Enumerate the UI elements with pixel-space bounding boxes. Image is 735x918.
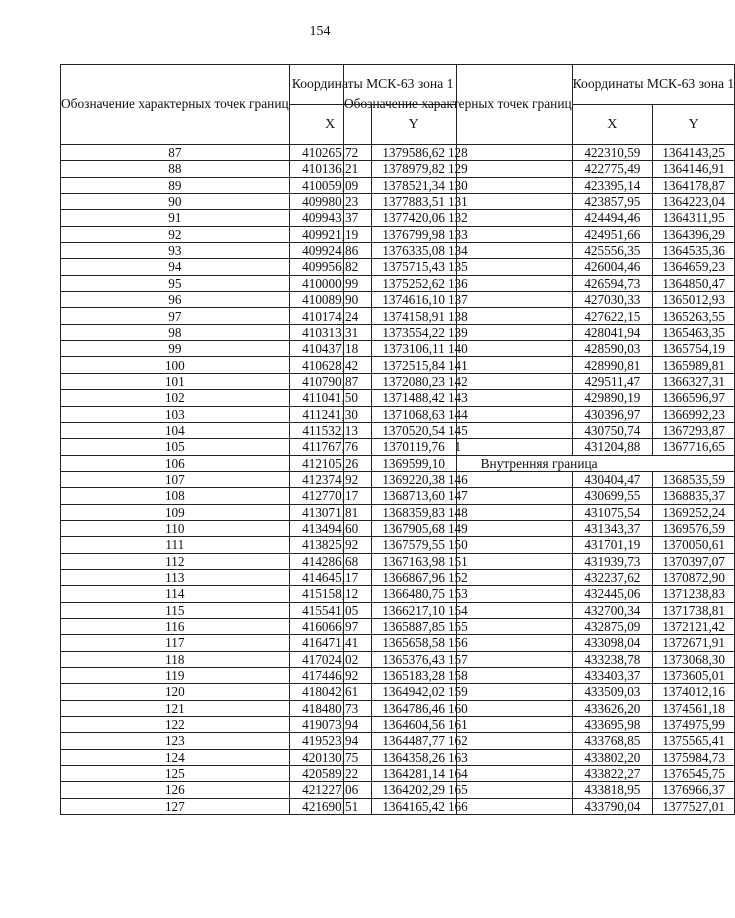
point-number: 101 [61,373,290,389]
coord-x: 423395,14 [572,177,652,193]
coord-y: 1368359,83 [371,504,456,520]
coord-y: 1366480,75 [371,586,456,602]
point-number: 136 [344,275,573,291]
table-row [344,668,735,684]
coord-x: 414286,68 [289,553,371,569]
coord-x: 432445,06 [572,586,652,602]
coord-x: 410313,31 [289,324,371,340]
point-number: 109 [61,504,290,520]
point-number: 149 [344,520,573,536]
coord-x: 433790,04 [572,798,652,814]
point-number: 127 [61,798,290,814]
point-number: 128 [344,145,573,161]
coord-y: 1370872,90 [653,569,735,585]
coord-y: 1365183,28 [371,668,456,684]
coord-x: 410437,18 [289,341,371,357]
coord-x: 417024,02 [289,651,371,667]
coord-x: 411241,30 [289,406,371,422]
coord-y: 1369220,38 [371,471,456,487]
point-number: 108 [61,488,290,504]
coord-y: 1369252,24 [653,504,735,520]
point-number: 158 [344,668,573,684]
coord-y: 1376335,08 [371,243,456,259]
coord-x: 433238,78 [572,651,652,667]
point-number: 112 [61,553,290,569]
table-row [344,145,735,161]
point-number: 95 [61,275,290,291]
coord-x: 431204,88 [572,439,652,455]
point-number: 130 [344,177,573,193]
coord-x: 427030,33 [572,292,652,308]
coord-y: 1368535,59 [653,471,735,487]
coord-x: 428041,94 [572,324,652,340]
table-row [344,259,735,275]
coord-y: 1365658,58 [371,635,456,651]
table-row [344,733,735,749]
point-number: 103 [61,406,290,422]
coord-y: 1374616,10 [371,292,456,308]
coord-y: 1367716,65 [653,439,735,455]
coord-x: 433695,98 [572,717,652,733]
table-row [344,210,735,226]
table-row [344,177,735,193]
coord-y: 1365012,93 [653,292,735,308]
table-row [344,243,735,259]
coord-x: 426594,73 [572,275,652,291]
coord-x: 433768,85 [572,733,652,749]
coord-x: 433509,03 [572,684,652,700]
coord-x: 420130,75 [289,749,371,765]
point-number: 141 [344,357,573,373]
point-number: 107 [61,471,290,487]
point-number: 150 [344,537,573,553]
coord-x: 422775,49 [572,161,652,177]
point-number: 91 [61,210,290,226]
coord-y: 1370520,54 [371,422,456,438]
section-row [344,455,735,471]
point-number: 153 [344,586,573,602]
coord-x: 433818,95 [572,782,652,798]
coord-y: 1376966,37 [653,782,735,798]
coord-y: 1368713,60 [371,488,456,504]
table-row [344,324,735,340]
point-number: 132 [344,210,573,226]
table-row [344,569,735,585]
header-coordinates: Координаты МСК-63 зона 1 [289,65,456,105]
point-number: 92 [61,226,290,242]
point-number: 126 [61,782,290,798]
coord-y: 1377420,06 [371,210,456,226]
coord-y: 1374158,91 [371,308,456,324]
point-number: 142 [344,373,573,389]
coord-x: 424951,66 [572,226,652,242]
point-number: 138 [344,308,573,324]
point-number: 97 [61,308,290,324]
coord-x: 415158,12 [289,586,371,602]
point-number: 164 [344,766,573,782]
point-number: 125 [61,766,290,782]
point-number: 159 [344,684,573,700]
coord-y: 1364178,87 [653,177,735,193]
coord-x: 431075,54 [572,504,652,520]
coord-x: 421690,51 [289,798,371,814]
point-number: 140 [344,341,573,357]
table-row [344,439,735,455]
coord-x: 431701,19 [572,537,652,553]
point-number: 98 [61,324,290,340]
point-number: 124 [61,749,290,765]
coord-y: 1365376,43 [371,651,456,667]
coord-x: 410136,21 [289,161,371,177]
coord-y: 1373106,11 [371,341,456,357]
table-row [344,782,735,798]
coord-x: 409980,23 [289,194,371,210]
coord-x: 418042,61 [289,684,371,700]
coord-y: 1371238,83 [653,586,735,602]
point-number: 139 [344,324,573,340]
coord-y: 1364850,47 [653,275,735,291]
coord-y: 1374012,16 [653,684,735,700]
coord-y: 1371738,81 [653,602,735,618]
point-number: 122 [61,717,290,733]
coord-x: 416471,41 [289,635,371,651]
coord-y: 1374975,99 [653,717,735,733]
table-row [344,717,735,733]
coord-y: 1368835,37 [653,488,735,504]
coord-y: 1367163,98 [371,553,456,569]
point-number: 119 [61,668,290,684]
coord-y: 1365887,85 [371,618,456,634]
coord-x: 425556,35 [572,243,652,259]
header-x: X [289,105,371,145]
point-number: 90 [61,194,290,210]
table-row [344,798,735,814]
coord-x: 433626,20 [572,700,652,716]
coord-x: 431939,73 [572,553,652,569]
coord-x: 419523,94 [289,733,371,749]
coord-x: 412374,92 [289,471,371,487]
point-number: 133 [344,226,573,242]
table-row [344,422,735,438]
point-number: 145 [344,422,573,438]
coord-y: 1365263,55 [653,308,735,324]
coord-y: 1366867,96 [371,569,456,585]
point-number: 116 [61,618,290,634]
coord-x: 413494,60 [289,520,371,536]
coord-x: 424494,46 [572,210,652,226]
point-number: 111 [61,537,290,553]
table-row [344,553,735,569]
point-number: 100 [61,357,290,373]
table-row [344,308,735,324]
coord-y: 1373068,30 [653,651,735,667]
table-row [344,275,735,291]
coord-x: 412105,26 [289,455,371,471]
coord-y: 1376799,98 [371,226,456,242]
coord-y: 1364165,42 [371,798,456,814]
coord-y: 1366327,31 [653,373,735,389]
coord-x: 422310,59 [572,145,652,161]
coord-x: 410059,09 [289,177,371,193]
coord-x: 429890,19 [572,390,652,406]
point-number: 110 [61,520,290,536]
table-row [344,537,735,553]
coord-x: 410265,72 [289,145,371,161]
coord-x: 409921,19 [289,226,371,242]
coord-x: 430396,97 [572,406,652,422]
coord-x: 428590,03 [572,341,652,357]
coord-y: 1365989,81 [653,357,735,373]
coord-x: 433098,04 [572,635,652,651]
point-number: 114 [61,586,290,602]
table-row [344,373,735,389]
table-row [344,226,735,242]
point-number: 117 [61,635,290,651]
point-number: 115 [61,602,290,618]
coord-x: 413825,92 [289,537,371,553]
table-row [344,357,735,373]
header-designation: Обозначение характерных точек границ [344,65,573,145]
coord-y: 1364535,36 [653,243,735,259]
right-table-body [344,145,735,815]
point-number: 102 [61,390,290,406]
point-number: 129 [344,161,573,177]
coord-y: 1364786,46 [371,700,456,716]
table-row [344,700,735,716]
page-number: 154 [309,24,331,39]
point-number: 146 [344,471,573,487]
coord-x: 426004,46 [572,259,652,275]
coord-x: 410089,90 [289,292,371,308]
coord-x: 431343,37 [572,520,652,536]
coord-x: 421227,06 [289,782,371,798]
point-number: 156 [344,635,573,651]
coord-y: 1364604,56 [371,717,456,733]
coord-x: 409924,86 [289,243,371,259]
point-number: 1 [344,439,573,455]
coord-x: 418480,73 [289,700,371,716]
point-number: 94 [61,259,290,275]
coord-y: 1372515,84 [371,357,456,373]
header-x: X [572,105,652,145]
coord-y: 1370397,07 [653,553,735,569]
coord-y: 1367293,87 [653,422,735,438]
coord-x: 412770,17 [289,488,371,504]
coord-x: 411041,50 [289,390,371,406]
point-number: 105 [61,439,290,455]
coord-y: 1367905,68 [371,520,456,536]
coord-x: 432700,34 [572,602,652,618]
coord-y: 1364311,95 [653,210,735,226]
coord-y: 1369576,59 [653,520,735,536]
coord-y: 1371488,42 [371,390,456,406]
coord-y: 1375252,62 [371,275,456,291]
coord-y: 1374561,18 [653,700,735,716]
coord-y: 1366217,10 [371,602,456,618]
point-number: 104 [61,422,290,438]
table-row [344,488,735,504]
header-coordinates: Координаты МСК-63 зона 1 [572,65,735,105]
coord-y: 1364942,02 [371,684,456,700]
point-number: 137 [344,292,573,308]
point-number: 166 [344,798,573,814]
table-row [344,292,735,308]
coord-y: 1373605,01 [653,668,735,684]
point-number: 99 [61,341,290,357]
coord-x: 409956,82 [289,259,371,275]
coord-x: 419073,94 [289,717,371,733]
table-row [344,504,735,520]
coord-x: 432875,09 [572,618,652,634]
point-number: 163 [344,749,573,765]
coord-y: 1364358,26 [371,749,456,765]
point-number: 106 [61,455,290,471]
coord-y: 1370050,61 [653,537,735,553]
coord-y: 1375565,41 [653,733,735,749]
point-number: 155 [344,618,573,634]
coord-y: 1364143,25 [653,145,735,161]
coord-y: 1364487,77 [371,733,456,749]
table-row [344,390,735,406]
coord-y: 1375715,43 [371,259,456,275]
coord-y: 1379586,62 [371,145,456,161]
header-y: Y [371,105,456,145]
table-row [344,651,735,667]
coord-y: 1364223,04 [653,194,735,210]
point-number: 87 [61,145,290,161]
coord-x: 423857,95 [572,194,652,210]
coord-y: 1378979,82 [371,161,456,177]
coord-y: 1367579,55 [371,537,456,553]
coord-y: 1371068,63 [371,406,456,422]
coord-y: 1372121,42 [653,618,735,634]
table-row [344,684,735,700]
point-number: 131 [344,194,573,210]
coord-x: 411767,76 [289,439,371,455]
coord-x: 430699,55 [572,488,652,504]
coord-y: 1376545,75 [653,766,735,782]
coord-y: 1365463,35 [653,324,735,340]
table-row [344,406,735,422]
coord-x: 417446,92 [289,668,371,684]
coord-x: 410628,42 [289,357,371,373]
point-number: 154 [344,602,573,618]
coord-y: 1366596,97 [653,390,735,406]
coord-x: 427622,15 [572,308,652,324]
table-row [344,161,735,177]
point-number: 165 [344,782,573,798]
point-number: 123 [61,733,290,749]
coord-x: 410790,87 [289,373,371,389]
coord-y: 1375984,73 [653,749,735,765]
coord-x: 433802,20 [572,749,652,765]
coord-x: 430750,74 [572,422,652,438]
coord-x: 429511,47 [572,373,652,389]
table-row [344,341,735,357]
coord-y: 1366992,23 [653,406,735,422]
coordinates-table-right [343,64,735,815]
header-designation: Обозначение характерных точек границ [61,65,290,145]
coord-y: 1365754,19 [653,341,735,357]
coord-x: 410174,24 [289,308,371,324]
table-row [344,635,735,651]
point-number: 148 [344,504,573,520]
point-number: 120 [61,684,290,700]
coord-x: 416066,97 [289,618,371,634]
coord-y: 1372671,91 [653,635,735,651]
point-number: 93 [61,243,290,259]
point-number: 147 [344,488,573,504]
coord-x: 420589,22 [289,766,371,782]
point-number: 134 [344,243,573,259]
coord-y: 1377527,01 [653,798,735,814]
point-number: 157 [344,651,573,667]
coord-y: 1372080,23 [371,373,456,389]
coord-y: 1364281,14 [371,766,456,782]
point-number: 121 [61,700,290,716]
coord-x: 433822,27 [572,766,652,782]
table-row [344,194,735,210]
point-number: 89 [61,177,290,193]
table-row [344,766,735,782]
point-number: 96 [61,292,290,308]
point-number: 118 [61,651,290,667]
coord-y: 1364146,91 [653,161,735,177]
point-number: 160 [344,700,573,716]
coord-x: 413071,81 [289,504,371,520]
coord-y: 1364202,29 [371,782,456,798]
point-number: 88 [61,161,290,177]
coord-y: 1364396,29 [653,226,735,242]
point-number: 143 [344,390,573,406]
coord-y: 1378521,34 [371,177,456,193]
coord-y: 1369599,10 [371,455,456,471]
coord-x: 433403,37 [572,668,652,684]
coord-y: 1377883,51 [371,194,456,210]
table-row [344,586,735,602]
table-row [344,749,735,765]
table-row [344,602,735,618]
point-number: 162 [344,733,573,749]
coord-x: 410000,99 [289,275,371,291]
coord-x: 414645,17 [289,569,371,585]
coord-x: 432237,62 [572,569,652,585]
table-row [344,618,735,634]
coord-y: 1364659,23 [653,259,735,275]
coord-y: 1373554,22 [371,324,456,340]
section-label: Внутренняя граница [344,455,735,471]
coord-x: 411532,13 [289,422,371,438]
point-number: 161 [344,717,573,733]
point-number: 113 [61,569,290,585]
coord-x: 430404,47 [572,471,652,487]
table-row [344,520,735,536]
coord-x: 415541,05 [289,602,371,618]
coord-x: 428990,81 [572,357,652,373]
table-row [344,471,735,487]
header-y: Y [653,105,735,145]
point-number: 135 [344,259,573,275]
point-number: 144 [344,406,573,422]
point-number: 152 [344,569,573,585]
coord-y: 1370119,76 [371,439,456,455]
coord-x: 409943,37 [289,210,371,226]
point-number: 151 [344,553,573,569]
